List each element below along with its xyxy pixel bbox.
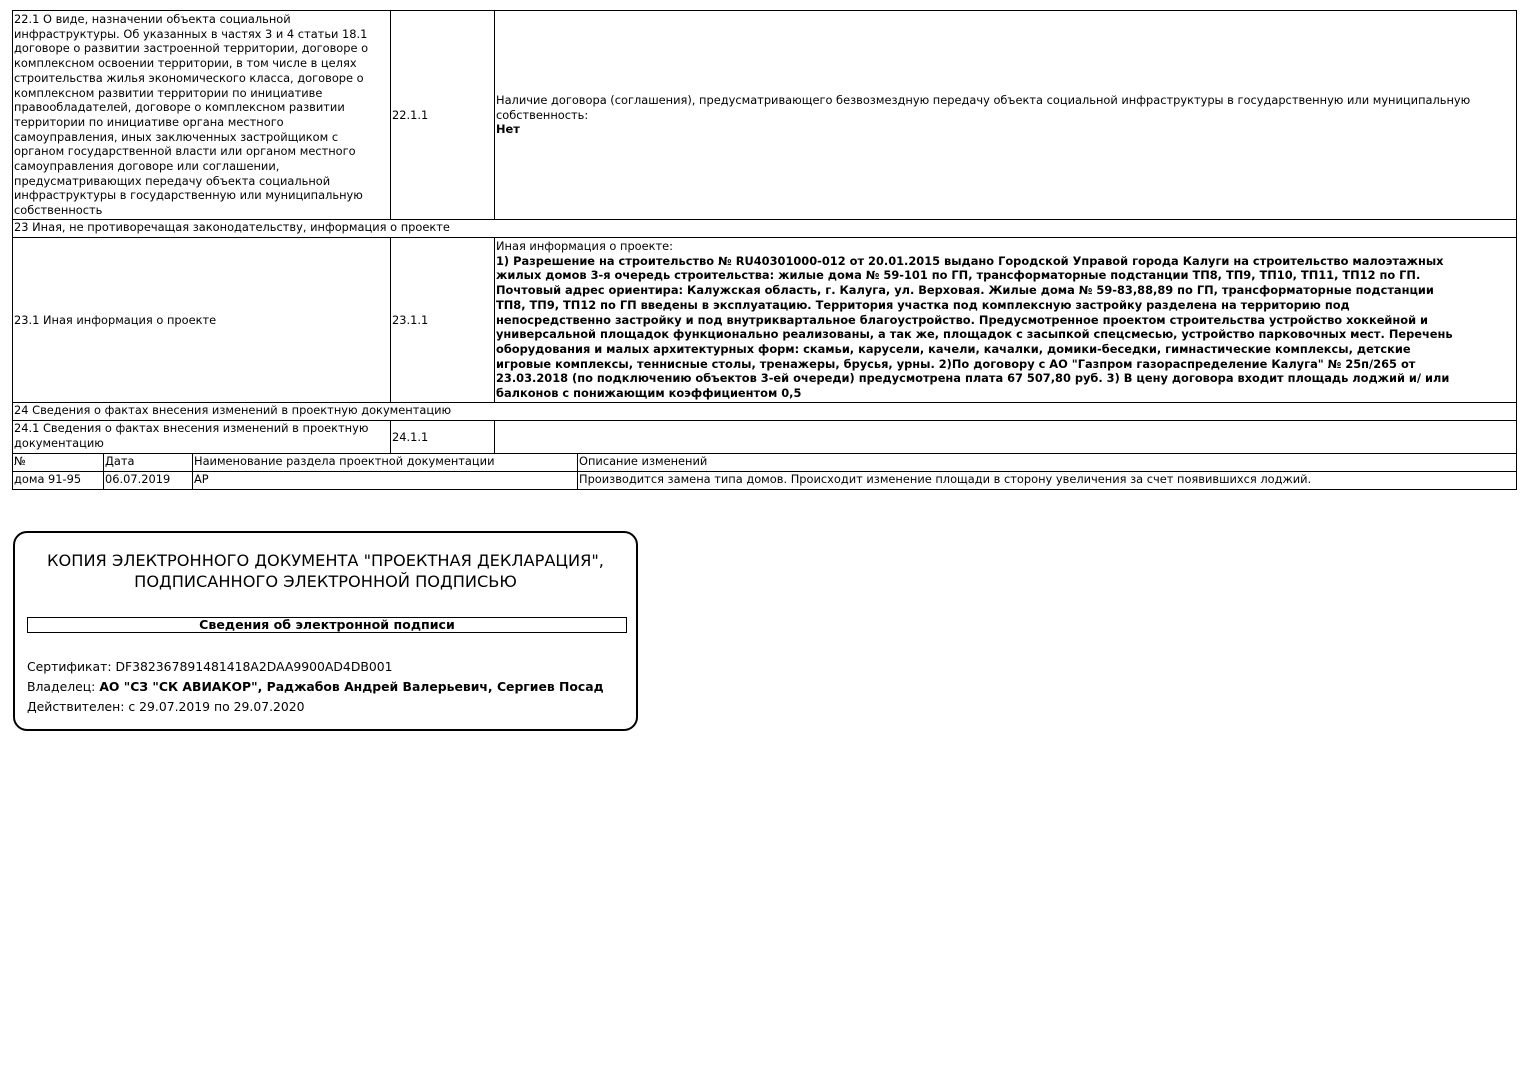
row-23-1-label [13,238,390,402]
stamp-owner-label: Владелец: [27,679,96,694]
row-23-header [12,220,1517,238]
changes-cell-section: АР [192,472,577,489]
declaration-table [12,10,1517,490]
row-24-1-label: 24.1 Сведения о фактах внесения изменений в проектную документацию [14,421,369,450]
stamp-certificate [27,659,393,675]
row-23-1-intro: Иная информация о проекте: [496,239,674,253]
row-22-1 [12,10,1517,220]
row-22-1-value: Нет [496,122,520,137]
stamp-certificate-value: DF382367891481418A2DAA9900AD4DB001 [115,659,393,674]
stamp-title: КОПИЯ ЭЛЕКТРОННОГО ДОКУМЕНТА "ПРОЕКТНАЯ ДЕКЛАРАЦИЯ", ПОДПИСАННОГО ЭЛЕКТРОННОЙ ПОДПИСЬЮ [47,551,604,591]
changes-col-section: Наименование раздела проектной документации [192,454,577,471]
row-23-1-code-text: 23.1.1 [392,312,429,327]
row-24-1 [12,421,1517,454]
stamp-certificate-label: Сертификат: [27,659,112,674]
section-23-header: 23 Иная, не противоречащая законодательству, информация о проекте [14,220,450,234]
row-23-1-code [390,238,494,402]
row-24-header [12,403,1517,421]
stamp-validity-value: с 29.07.2019 по 29.07.2020 [128,699,305,714]
row-22-1-label: 22.1 О виде, назначении объекта социальной инфраструктуры. Об указанных в частях 3 и 4 статьи 18.1 договоре о развитии застроенной территории, договоре о комплексном освоении территории, в том числе в целях строительства жилья экономического класса, договоре о комплексном развитии территории по инициативе правообладателей, договоре о комплексном развитии территории по инициативе органа местного самоуправления, иных заключенных застройщиком с органом государственной власти или органом местного самоуправления договоре или соглашении, предусматривающих передачу объекта социальной инфраструктуры в государственную или муниципальную собственность [14,12,369,218]
row-23-1-label-text: 23.1 Иная информация о проекте [14,312,217,327]
row-23-1 [12,238,1517,403]
changes-cell-date: 06.07.2019 [103,472,192,489]
changes-col-description: Описание изменений [577,454,1516,471]
signature-stamp [13,531,638,731]
changes-cell-description: Производится замена типа домов. Происходит изменение площади в сторону увеличения за счет появившихся лоджий. [577,472,1516,489]
section-24-header: 24 Сведения о фактах внесения изменений в проектную документацию [14,403,452,417]
row-22-1-content [494,11,1516,219]
changes-header-row [12,454,1517,472]
row-24-1-code [390,421,494,453]
stamp-validity [27,699,305,715]
stamp-section-title: Сведения об электронной подписи [27,617,627,633]
row-24-1-code-text: 24.1.1 [392,429,429,444]
changes-col-number: № [14,454,26,468]
row-22-1-code [390,11,494,219]
row-23-1-text: 1) Разрешение на строительство № RU40301000-012 от 20.01.2015 выдано Городской Управой города Калуги на строительство малоэтажных жилых домов 3-я очередь строительства: жилые дома № 59-101 по ГП, трансформаторные подстанции ТП8, ТП9, ТП10, ТП11, ТП12 по ГП. Почтовый адрес ориентира: Калужская область, г. Калуга, ул. Верховая. Жилые дома № 59-83,88,89 по ГП, трансформаторные подстанции ТП8, ТП9, ТП12 по ГП введены в эксплуатацию. Территория участка под комплексную застройку разделена на территорию под непосредственно застройку и под внутриквартальное благоустройство. Предусмотренное проектом строительства устройство хоккейной и универсальной площадок функционально реализованы, а так же, площадок с засыпкой спецсмесью, устройство парковочных мест. Перечень оборудования и малых архитектурных форм: скамьи, карусели, качели, качалки, домики-беседки, гимнастические комплексы, детские игровые комплексы, теннисные столы, тренажеры, брусья, урны. 2)По договору с АО "Газпром газораспределение Калуга" № 25п/265 от 23.03.2018 (по подключению объектов 3-ей очереди) предусмотрена плата 67 507,80 руб. 3) В цену договора входит площадь лоджий и/ или балконов с понижающим коэффициентом 0,5 [496,253,1453,401]
row-22-1-text: Наличие договора (соглашения), предусматривающего безвозмездную передачу объекта социальной инфраструктуры в государственную или муниципальную собственность: [496,92,1471,122]
changes-col-date: Дата [103,454,192,471]
stamp-validity-label: Действителен: [27,699,125,714]
row-23-1-content [494,238,1516,402]
row-24-1-value [494,421,1516,453]
stamp-owner-value: АО "СЗ "СК АВИАКОР", Раджабов Андрей Валерьевич, Сергиев Посад [99,679,604,694]
table-row [12,472,1517,490]
changes-cell-number: дома 91-95 [14,472,82,486]
row-22-1-code-text: 22.1.1 [392,107,429,122]
stamp-owner [27,679,604,695]
